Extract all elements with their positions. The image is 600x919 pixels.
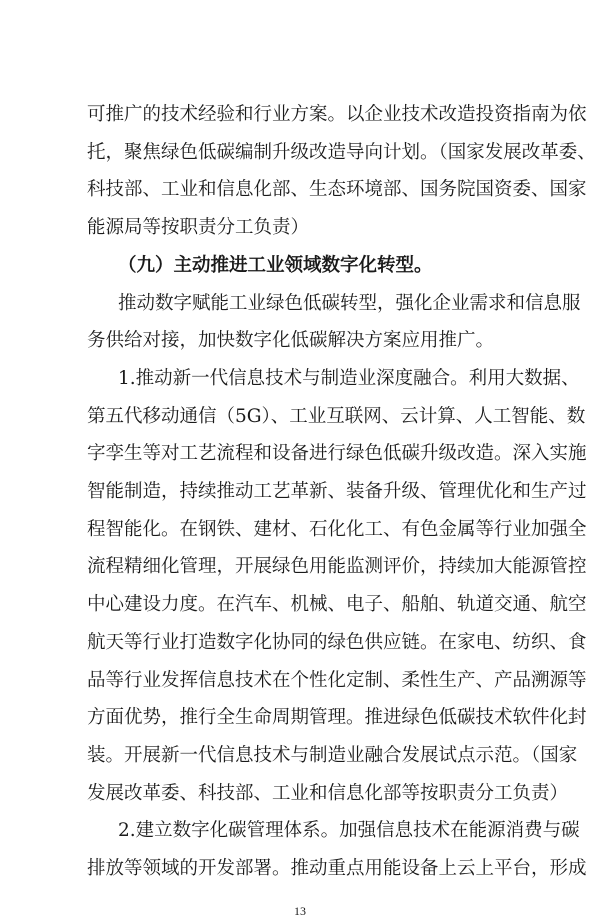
text-line (0, 477, 600, 507)
line-text: 能源局等按职责分工负责） (87, 217, 310, 239)
heading-text: （九）主动推进工业领域数字化转型。 (118, 254, 433, 276)
line-text: 程智能化。在钢铁、建材、石化化工、有色金属等行业加强全 (87, 518, 587, 540)
text-line (0, 439, 600, 469)
text-line (0, 402, 600, 432)
line-text: 字孪生等对工艺流程和设备进行绿色低碳升级改造。深入实施 (87, 443, 587, 465)
text-line (0, 703, 600, 733)
text-line (0, 741, 600, 771)
line-text: 排放等领域的开发部署。推动重点用能设备上云上平台，形成 (87, 858, 587, 879)
line-text: 推动数字赋能工业绿色低碳转型，强化企业需求和信息服 (118, 292, 581, 314)
line-text: 发展改革委、科技部、工业和信息化部等按职责分工负责） (87, 782, 569, 804)
line-text: 流程精细化管理，开展绿色用能监测评价，持续加大能源管控 (87, 556, 587, 578)
line-text: 2.建立数字化碳管理体系。加强信息技术在能源消费与碳 (118, 820, 580, 842)
text-line (0, 515, 600, 545)
text-line (0, 628, 600, 658)
text-line (0, 666, 600, 696)
line-text: 可推广的技术经验和行业方案。以企业技术改造投资指南为依 (87, 104, 587, 125)
line-text: 方面优势，推行全生命周期管理。推进绿色低碳技术软件化封 (87, 707, 587, 729)
line-text: 品等行业发挥信息技术在个性化定制、柔性生产、产品溯源等 (87, 669, 587, 691)
text-line (0, 100, 600, 130)
text-line (0, 854, 600, 884)
text-line (0, 552, 600, 582)
text-line (0, 289, 600, 319)
line-text: 托，聚焦绿色低碳编制升级改造导向计划。（国家发展改革委、 (87, 141, 596, 163)
line-text: 科技部、工业和信息化部、生态环境部、国务院国资委、国家 (87, 179, 587, 201)
line-text: 1.推动新一代信息技术与制造业深度融合。利用大数据、 (118, 367, 580, 389)
text-line (0, 175, 600, 205)
text-line (0, 213, 600, 243)
section-heading (0, 251, 600, 281)
text-line (0, 779, 600, 809)
line-text: 第五代移动通信（5G）、工业互联网、云计算、人工智能、数 (87, 405, 586, 427)
line-text: 中心建设力度。在汽车、机械、电子、船舶、轨道交通、航空 (87, 594, 587, 616)
page-number: 13 (294, 904, 306, 918)
text-line (0, 326, 600, 356)
line-text: 务供给对接，加快数字化低碳解决方案应用推广。 (87, 330, 495, 352)
line-text: 装。开展新一代信息技术与制造业融合发展试点示范。（国家 (87, 744, 578, 766)
text-line (0, 590, 600, 620)
text-line (0, 816, 600, 846)
text-line (0, 138, 600, 168)
text-line (0, 364, 600, 394)
line-text: 航天等行业打造数字化协同的绿色供应链。在家电、纺织、食 (87, 631, 587, 653)
line-text: 智能制造，持续推动工艺革新、装备升级、管理优化和生产过 (87, 481, 587, 502)
